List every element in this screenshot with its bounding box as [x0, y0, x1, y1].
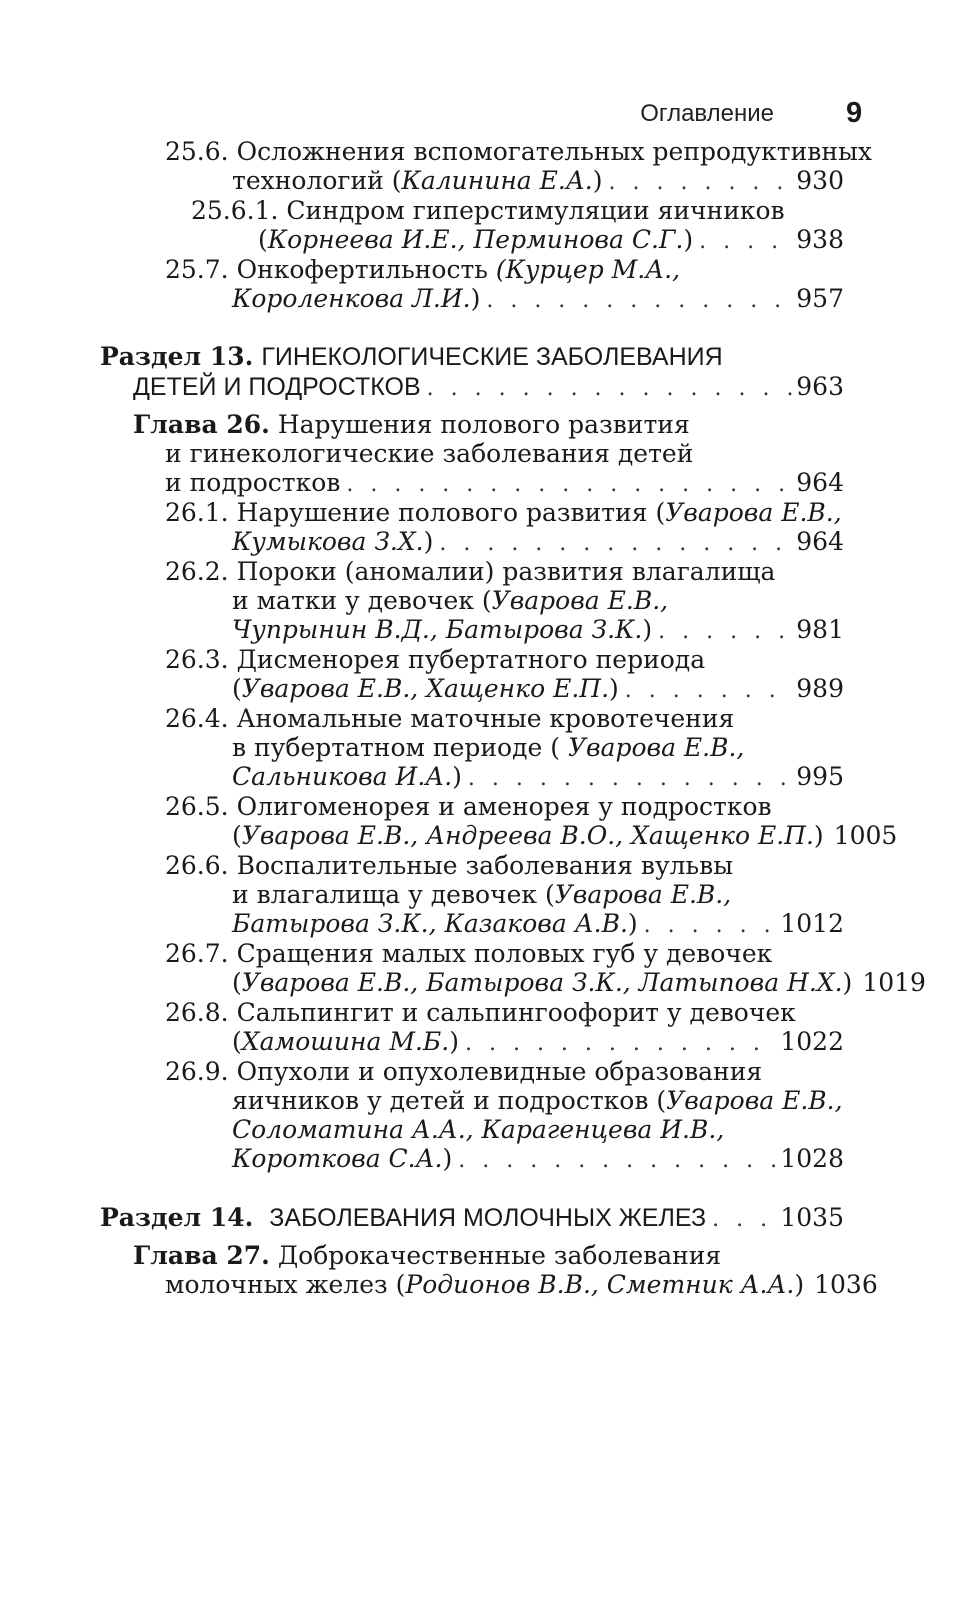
toc-page-26-6: 1012	[780, 909, 844, 938]
toc-entry-26-9-line1[interactable]: 26.9. Опухоли и опухолевидные образования	[165, 1057, 763, 1086]
toc-chapter-27-line1[interactable]: Глава 27. Доброкачественные заболевания	[133, 1241, 722, 1270]
toc-page-section-14: 1035	[780, 1203, 844, 1232]
toc-entry-26-5-line2[interactable]: (Уварова Е.В., Андреева В.О., Хащенко Е.П.) 1005	[232, 819, 844, 853]
toc-page-26-2: 981	[796, 615, 844, 644]
toc-page-26-3: 989	[796, 674, 844, 703]
toc-entry-26-3-line2[interactable]: (Уварова Е.В., Хащенко Е.П.) . . . 989	[232, 672, 844, 706]
toc-page-25-7: 957	[796, 284, 844, 313]
toc-section-14[interactable]: Раздел 14. ЗАБОЛЕВАНИЯ МОЛОЧНЫХ ЖЕЛЕЗ . . . 1035	[100, 1201, 844, 1235]
toc-page-26-8: 1022	[780, 1027, 844, 1056]
toc-chapter-26-line2[interactable]: и гинекологические заболевания детей	[165, 439, 694, 468]
toc-page-26-9: 1028	[780, 1144, 844, 1173]
toc-page-section-13: 963	[796, 372, 844, 401]
toc-chapter-27-line2[interactable]: молочных желез (Родионов В.В., Сметник А.А.) 1036	[165, 1268, 844, 1302]
toc-entry-26-9-line3[interactable]: Соломатина А.А., Карагенцева И.В.,	[232, 1115, 725, 1144]
toc-entry-26-1-line1[interactable]: 26.1. Нарушение полового развития (Уварова Е.В.,	[165, 498, 842, 527]
toc-entry-26-4-line2[interactable]: в пубертатном периоде ( Уварова Е.В.,	[232, 733, 745, 762]
toc-entry-25-6-1-line1[interactable]: 25.6.1. Синдром гиперстимуляции яичников	[191, 196, 785, 225]
toc-entry-26-6-line3[interactable]: Батырова З.К., Казакова А.В.) . . . 1012	[232, 907, 844, 941]
toc-entry-26-9-line2[interactable]: яичников у детей и подростков (Уварова Е.В.,	[232, 1086, 843, 1115]
toc-entry-25-6-line1[interactable]: 25.6. Осложнения вспомогательных репродуктивных	[165, 137, 872, 166]
toc-entry-25-6-line2[interactable]: технологий (Калинина Е.А.) . . . 930	[232, 164, 844, 198]
toc-entry-26-6-line2[interactable]: и влагалища у девочек (Уварова Е.В.,	[232, 880, 732, 909]
toc-page-26-4: 995	[796, 762, 844, 791]
toc-entry-26-2-line3[interactable]: Чупрынин В.Д., Батырова З.К.) . . . 981	[232, 613, 844, 647]
toc-page-26-5: 1005	[833, 821, 898, 850]
toc-entry-26-8-line1[interactable]: 26.8. Сальпингит и сальпингоофорит у девочек	[165, 998, 796, 1027]
toc-entry-26-1-line2[interactable]: Кумыкова З.Х.) . . . 964	[232, 525, 844, 559]
toc-entry-26-2-line2[interactable]: и матки у девочек (Уварова Е.В.,	[232, 586, 669, 615]
toc-entry-25-6-1-line2[interactable]: (Корнеева И.Е., Перминова С.Г.) . . . 938	[258, 223, 844, 257]
toc-entry-25-7-line2[interactable]: Короленкова Л.И.) . . . 957	[232, 282, 844, 316]
toc-entry-26-7-line2[interactable]: (Уварова Е.В., Батырова З.К., Латыпова Н.Х.) 1019	[232, 966, 844, 1000]
toc-page-26-1: 964	[796, 527, 844, 556]
toc-entry-26-4-line1[interactable]: 26.4. Аномальные маточные кровотечения	[165, 704, 735, 733]
toc-page-26-7: 1019	[862, 968, 926, 997]
toc-page-chapter-27: 1036	[814, 1270, 878, 1299]
toc-entry-26-8-line2[interactable]: (Хамошина М.Б.) . . . 1022	[232, 1025, 844, 1059]
toc-chapter-26-line3[interactable]: и подростков . . . 964	[165, 466, 844, 500]
toc-entry-26-5-line1[interactable]: 26.5. Олигоменорея и аменорея у подростков	[165, 792, 772, 821]
toc-entry-26-4-line3[interactable]: Сальникова И.А.) . . . 995	[232, 760, 844, 794]
toc-entry-26-9-line4[interactable]: Короткова С.А.) . . . 1028	[232, 1142, 844, 1176]
toc-entry-25-7-line1[interactable]: 25.7. Онкофертильность (Курцер М.А.,	[165, 255, 681, 284]
toc-page-chapter-26: 964	[796, 468, 844, 497]
toc-section-13-line2[interactable]: ДЕТЕЙ И ПОДРОСТКОВ . . . 963	[133, 370, 844, 404]
toc-entry-26-6-line1[interactable]: 26.6. Воспалительные заболевания вульвы	[165, 851, 734, 880]
running-title: Оглавление	[640, 100, 774, 127]
toc-page-25-6-1: 938	[796, 225, 844, 254]
page-number: 9	[846, 97, 863, 129]
toc-entry-26-2-line1[interactable]: 26.2. Пороки (аномалии) развития влагалища	[165, 557, 776, 586]
toc-entry-26-3-line1[interactable]: 26.3. Дисменорея пубертатного периода	[165, 645, 706, 674]
toc-chapter-26-line1[interactable]: Глава 26. Нарушения полового развития	[133, 410, 690, 439]
toc-section-13-line1[interactable]: Раздел 13. ГИНЕКОЛОГИЧЕСКИЕ ЗАБОЛЕВАНИЯ	[100, 342, 723, 371]
toc-entry-26-7-line1[interactable]: 26.7. Сращения малых половых губ у девочек	[165, 939, 773, 968]
toc-page-25-6: 930	[796, 166, 844, 195]
